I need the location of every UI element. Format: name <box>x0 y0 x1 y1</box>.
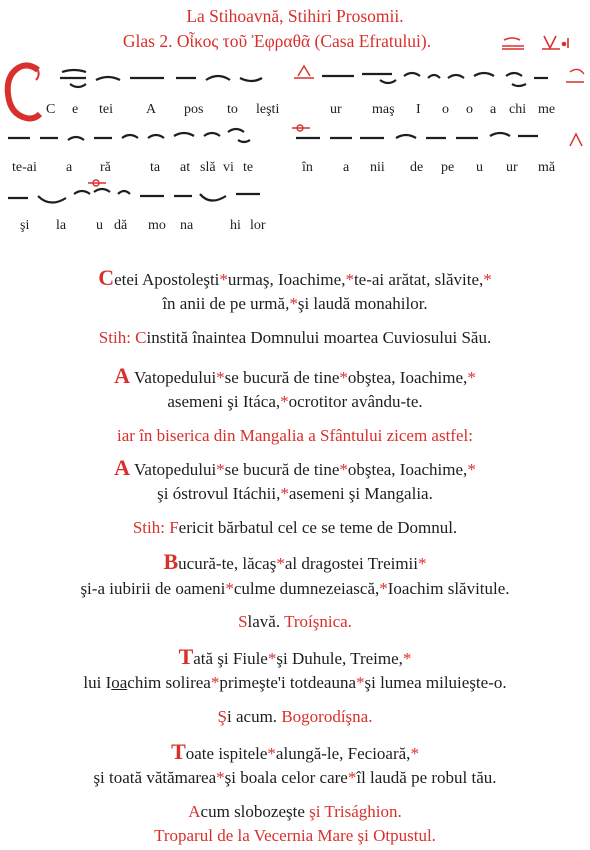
rubric-mangalia: iar în biserica din Mangalia a Sfântului zicem astfel: <box>117 426 473 445</box>
separator-star: * <box>347 768 357 787</box>
separator-star: * <box>483 270 492 289</box>
separator-star: * <box>289 294 298 313</box>
syllable: e <box>72 102 79 117</box>
drop-cap: C <box>98 265 115 290</box>
syllable: vi <box>223 160 234 175</box>
neume-line-1 <box>0 64 590 100</box>
syllable: te <box>243 160 254 175</box>
separator-star: * <box>379 579 388 598</box>
syllable: dă <box>114 218 128 233</box>
syllable: ur <box>330 102 342 117</box>
separator-star: * <box>467 368 476 387</box>
verse-6-line-2: şi toată vătămarea*şi boala celor care*îl laudă pe robul tău. <box>93 768 497 787</box>
separator-star: * <box>225 579 234 598</box>
stih-1: Stih: Cinstită înaintea Domnului moartea Cuviosului Său. <box>98 328 492 347</box>
separator-star: * <box>216 368 225 387</box>
syllable: a <box>490 102 497 117</box>
syllable: I <box>416 102 421 117</box>
syllable: leşti <box>256 102 280 117</box>
verse-2-line-2: asemeni şi Itáca,*ocrotitor avându-te. <box>167 392 423 411</box>
verse-3-line-2: şi óstrovul Itáchii,*asemeni şi Mangalia. <box>157 484 433 503</box>
syllable: a <box>343 160 350 175</box>
syllable: to <box>227 102 238 117</box>
separator-star: * <box>210 673 220 692</box>
separator-star: * <box>356 673 365 692</box>
separator-star: * <box>339 460 348 479</box>
stih-label: Stih: <box>132 518 165 537</box>
syllable: o <box>466 102 473 117</box>
drop-cap: A <box>114 363 131 388</box>
header-title: La Stihoavnă, Stihiri Prosomii. <box>186 6 404 26</box>
chant-lyrics-line-3 <box>0 218 590 238</box>
drop-cap: A <box>114 455 131 480</box>
syllable: hi <box>230 218 241 233</box>
stih-2: Stih: Fericit bărbatul cel ce se teme de Domnul. <box>132 518 458 537</box>
syllable: me <box>538 102 556 117</box>
verse-5-line-1: Tată şi Fiule*şi Duhule, Treime,* <box>178 644 412 669</box>
si-acum-rubric: Şi acum. Bogorodíşna. <box>217 707 373 726</box>
separator-star: * <box>467 460 476 479</box>
verse-4-line-2: şi-a iubirii de oameni*culme dumnezeiască,*Ioachim slăvitule. <box>80 579 510 598</box>
verse-2-line-1: A Vatopedului*se bucură de tine*obştea, Ioachime,* <box>114 363 476 388</box>
syllable: na <box>180 218 194 233</box>
syllable: u <box>96 218 103 233</box>
drop-cap: B <box>163 549 179 574</box>
verse-1-line-2: în anii de pe urmă,*şi laudă monahilor. <box>162 294 428 313</box>
separator-star: * <box>280 392 289 411</box>
troparul-rubric: Troparul de la Vecernia Mare şi Otpustul. <box>154 826 436 845</box>
separator-star: * <box>345 270 354 289</box>
syllable: nii <box>370 160 385 175</box>
syllable: de <box>410 160 424 175</box>
chant-lyrics-line-2 <box>0 160 590 180</box>
syllable: ur <box>506 160 518 175</box>
separator-star: * <box>216 768 225 787</box>
verse-6-line-1: Toate ispitele*alungă-le, Fecioară,* <box>171 739 419 764</box>
syllable: pos <box>184 102 204 117</box>
syllable: o <box>442 102 449 117</box>
syllable: a <box>66 160 73 175</box>
separator-star: * <box>267 649 277 668</box>
syllable: maş <box>372 102 395 117</box>
syllable: ta <box>150 160 161 175</box>
syllable: A <box>146 102 157 117</box>
mode-signature-neume <box>498 30 578 56</box>
neume-line-2 <box>0 122 590 158</box>
separator-star: * <box>280 484 289 503</box>
syllable: mo <box>148 218 166 233</box>
separator-star: * <box>219 270 228 289</box>
chant-lyrics-line-1 <box>0 102 590 122</box>
stih-label: Stih: <box>98 328 131 347</box>
syllable: lor <box>250 218 266 233</box>
syllable: slă <box>200 160 216 175</box>
acum-slobozeste-rubric: Acum slobozeşte şi Trisághion. <box>188 802 402 821</box>
separator-star: * <box>402 649 412 668</box>
separator-star: * <box>339 368 348 387</box>
drop-cap: T <box>171 739 186 764</box>
syllable: pe <box>441 160 455 175</box>
separator-star: * <box>216 460 225 479</box>
verse-3-line-1: A Vatopedului*se bucură de tine*obştea, Ioachime,* <box>114 455 476 480</box>
syllable: mă <box>538 160 556 175</box>
syllable: chi <box>509 102 527 117</box>
syllable: te-ai <box>12 160 37 175</box>
separator-star: * <box>418 554 427 573</box>
separator-star: * <box>276 554 285 573</box>
verse-1-line-1: Cetei Apostoleşti*urmaş, Ioachime,*te-ai arătat, slăvite,* <box>98 265 492 290</box>
drop-cap: T <box>178 644 194 669</box>
separator-star: * <box>410 744 419 763</box>
syllable: tei <box>99 102 113 117</box>
verse-4-line-1: Bucură-te, lăcaş*al dragostei Treimii* <box>163 549 427 574</box>
syllable: u <box>476 160 483 175</box>
header-mode: Glas 2. Οἶκος τοῦ Ἐφραθᾶ (Casa Efratului). <box>122 31 432 51</box>
syllable: în <box>302 160 313 175</box>
syllable: ră <box>100 160 111 175</box>
syllable: la <box>56 218 67 233</box>
syllable: at <box>180 160 191 175</box>
slava-rubric: Slavă. Troíşnica. <box>238 612 352 631</box>
syllable: C <box>46 102 56 117</box>
syllable: şi <box>20 218 30 233</box>
neume-line-3 <box>0 178 590 216</box>
separator-star: * <box>267 744 276 763</box>
verse-5-line-2: lui Ioachim solirea*primeşte'i totdeauna*şi lumea miluieşte-o. <box>83 673 507 692</box>
